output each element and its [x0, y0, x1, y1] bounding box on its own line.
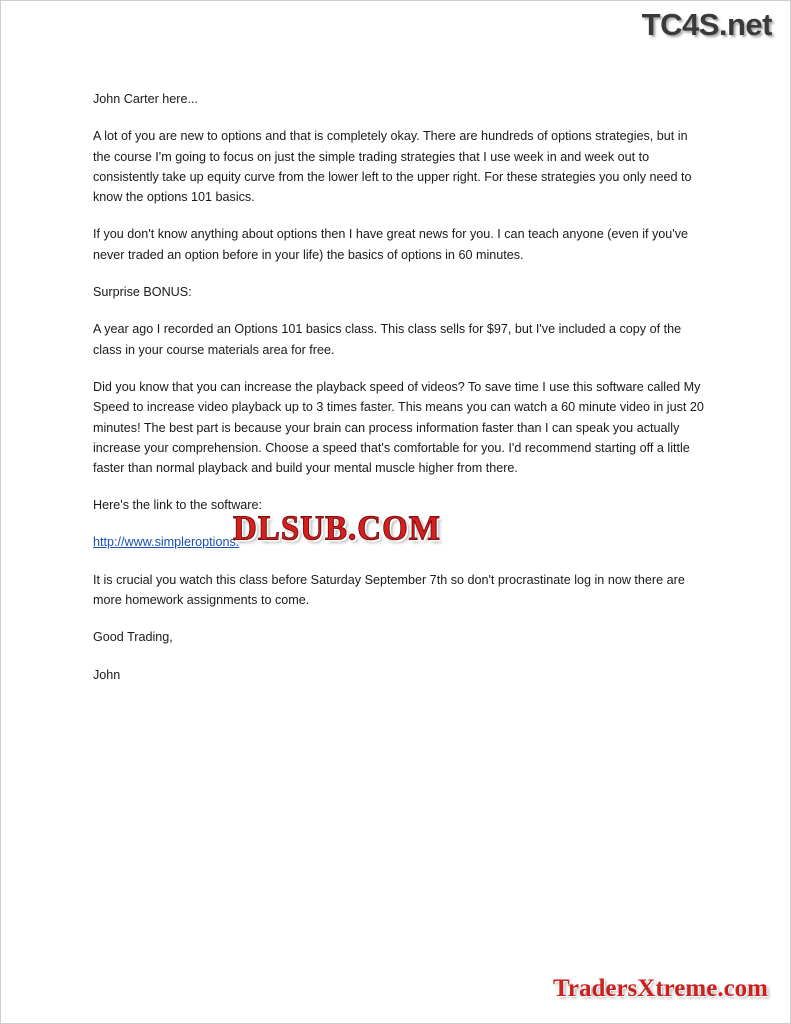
paragraph-greeting: John Carter here...	[93, 92, 198, 106]
paragraph-options-intro: A lot of you are new to options and that is completely okay. There are hundreds of options strategies, but in the course I'm going to focus on just the simple trading strategies that I use week in and week out to consistently take up equity curve from the lower left to the upper right. For these strategies you only need to know the options 101 basics.	[93, 129, 692, 205]
software-link-line	[93, 509, 705, 554]
software-link[interactable]: http://www.simpleroptions.	[93, 534, 240, 549]
dlsub-stamp-watermark: DLSUB.COM	[233, 509, 441, 548]
paragraph-signature: John	[93, 667, 121, 682]
paragraph-bonus-class: A year ago I recorded an Options 101 basics class. This class sells for $97, but I've included a copy of the class in your course materials area for free.	[93, 322, 682, 357]
paragraph-link-intro: Here's the link to the software:	[93, 498, 263, 513]
paragraph-signoff: Good Trading,	[93, 630, 173, 645]
bottom-right-watermark: TradersXtreme.com	[553, 975, 768, 1002]
paragraph-deadline: It is crucial you watch this class before Saturday September 7th so don't procrastinate log in now there are more homework assignments to come.	[93, 572, 685, 608]
paragraph-teach-anyone: If you don't know anything about options then I have great news for you. I can teach anyone (even if you've never traded an option before in your life) the basics of options in 60 minutes.	[93, 227, 688, 262]
top-right-watermark: TC4S.net	[641, 7, 772, 42]
document-body	[93, 89, 705, 702]
paragraph-playback-speed: Did you know that you can increase the playback speed of videos? To save time I use this software called My Speed to increase video playback up to 3 times faster. This means you can watch a 60 minute video in just 20 minutes! The best part is because your brain can process information faster than I can speak you actually increase your comprehension. Choose a speed that's comfortable for you. I'd recommend starting off a little faster than normal playback and build your mental muscle higher from there.	[93, 379, 704, 476]
paragraph-surprise-bonus: Surprise BONUS:	[93, 285, 192, 300]
